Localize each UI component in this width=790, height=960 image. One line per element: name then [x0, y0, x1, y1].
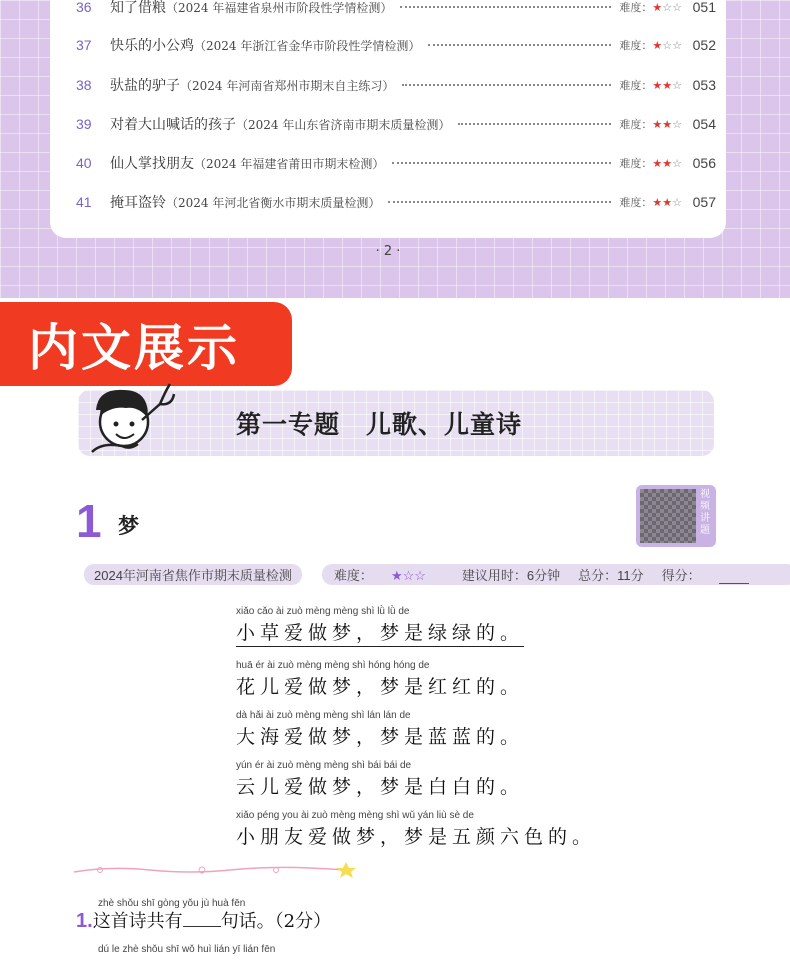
poem-text: 小草爱做梦，梦是绿绿的。	[236, 618, 524, 647]
difficulty-stars	[652, 79, 682, 92]
poem-text: 大海爱做梦，梦是蓝蓝的。	[236, 726, 525, 748]
toc-row[interactable]	[76, 0, 716, 20]
toc-row-difficulty: 难度：★★☆	[619, 196, 682, 209]
star-empty-icon: ☆	[672, 79, 682, 92]
toc-row-number: 41	[76, 194, 92, 210]
toc-row-page: 053	[692, 77, 716, 93]
poem-line	[236, 710, 524, 749]
poem-pinyin: xiǎo cǎo ài zuò mèng mèng shì lǜ lǜ de	[236, 606, 410, 617]
banner-text: 内文展示	[28, 319, 240, 377]
lesson-title: 梦	[118, 514, 139, 538]
toc-row-difficulty: 难度：★★☆	[619, 157, 682, 170]
difficulty-stars	[652, 39, 682, 52]
star-filled-icon: ★	[652, 79, 663, 92]
toc-row-page: 057	[692, 194, 716, 210]
star-filled-icon: ★	[652, 196, 663, 209]
question1-pinyin: zhè shǒu shī gòng yǒu jù huà fēn	[98, 898, 246, 909]
poem-pinyin: xiǎo péng you ài zuò mèng mèng shì wǔ yán liù sè de	[236, 810, 474, 821]
difficulty-stars: ★☆☆	[390, 568, 426, 583]
toc-row-source: （2024 年河南省郑州市期末自主练习）	[180, 78, 395, 93]
difficulty: 难度： ★☆☆	[333, 568, 426, 583]
star-empty-icon: ☆	[672, 39, 682, 52]
difficulty-stars	[652, 118, 682, 131]
toc-row-page: 056	[692, 155, 716, 171]
star-empty-icon: ☆	[672, 196, 682, 209]
toc-row-page: 051	[692, 0, 716, 15]
suggested-time: 建议用时：6分钟	[461, 568, 561, 583]
decorative-divider	[70, 860, 370, 880]
question2-pinyin: dú le zhè shǒu shī wǒ huì lián yī lián fēn	[98, 944, 276, 955]
toc-row-title: 掩耳盗铃	[110, 195, 166, 211]
star-empty-icon: ☆	[672, 118, 682, 131]
toc-leader-dots	[400, 6, 611, 8]
score-obtained: 得分：	[662, 565, 767, 584]
toc-row-title: 快乐的小公鸡	[110, 38, 194, 54]
qr-label: 视频讲题	[700, 489, 710, 536]
difficulty-stars	[652, 196, 682, 209]
content-preview-banner	[0, 302, 292, 386]
page-number: · 2 ·	[375, 244, 401, 259]
star-filled-icon: ★	[662, 196, 673, 209]
toc-row-difficulty: 难度：★☆☆	[619, 39, 682, 52]
poem-line	[236, 606, 524, 647]
poem-line	[236, 760, 524, 799]
total-score: 总分：11分	[578, 568, 644, 583]
toc-row-number: 37	[76, 37, 92, 53]
toc-row[interactable]	[76, 32, 716, 58]
question1-text-after: 句话。（2分）	[220, 911, 332, 932]
toc-row-source: （2024 年河北省衡水市期末质量检测）	[166, 195, 381, 210]
toc-row-title: 驮盐的驴子	[110, 78, 180, 94]
toc-row-number: 40	[76, 155, 92, 171]
star-filled-icon: ★	[652, 157, 663, 170]
poem-line	[236, 660, 524, 699]
toc-leader-dots	[392, 162, 611, 164]
toc-row-difficulty: 难度：★★☆	[619, 118, 682, 131]
toc-leader-dots	[402, 84, 611, 86]
toc-row-source: （2024 年福建省莆田市期末检测）	[194, 156, 385, 171]
toc-row-source: （2024 年山东省济南市期末质量检测）	[236, 117, 451, 132]
poem-line	[236, 810, 596, 849]
toc-row-number: 39	[76, 116, 92, 132]
exam-source: 2024年河南省焦作市期末质量检测	[84, 564, 302, 585]
question1-answer-blank[interactable]	[183, 911, 221, 927]
toc-leader-dots	[458, 123, 611, 125]
exercise-info-bar	[84, 565, 714, 584]
section-title: 第一专题 儿歌、儿童诗	[236, 410, 523, 439]
star-filled-icon: ★	[662, 118, 673, 131]
difficulty-stars	[652, 157, 682, 170]
toc-row[interactable]	[76, 111, 716, 137]
star-filled-icon: ★	[662, 79, 673, 92]
poem-pinyin: dà hǎi ài zuò mèng mèng shì lán lán de	[236, 710, 411, 721]
star-empty-icon: ☆	[662, 1, 673, 14]
difficulty-stars	[652, 1, 682, 14]
toc-row-source: （2024 年福建省泉州市阶段性学情检测）	[166, 0, 393, 15]
toc-row-page: 052	[692, 37, 716, 53]
toc-row-difficulty: 难度：★★☆	[619, 79, 682, 92]
star-filled-icon: ★	[652, 39, 663, 52]
toc-row-source: （2024 年浙江省金华市阶段性学情检测）	[194, 38, 421, 53]
star-empty-icon: ☆	[662, 39, 673, 52]
question1	[76, 907, 331, 933]
star-empty-icon: ☆	[672, 157, 682, 170]
toc-row-title: 对着大山喊话的孩子	[110, 117, 236, 133]
poem-text: 小朋友爱做梦，梦是五颜六色的。	[236, 826, 597, 848]
toc-row-number: 38	[76, 77, 92, 93]
star-filled-icon: ★	[652, 1, 663, 14]
star-empty-icon: ☆	[672, 1, 682, 14]
toc-row[interactable]	[76, 150, 716, 176]
toc-card	[50, 0, 726, 238]
score-blank[interactable]	[719, 572, 749, 584]
poem-pinyin: huā ér ài zuò mèng mèng shì hóng hóng de	[236, 660, 430, 671]
poem-pinyin: yún ér ài zuò mèng mèng shì bái bái de	[236, 760, 412, 771]
toc-leader-dots	[428, 44, 611, 46]
star-filled-icon: ★	[652, 118, 663, 131]
toc-row[interactable]	[76, 72, 716, 98]
toc-row-page: 054	[692, 116, 716, 132]
poem-text: 花儿爱做梦，梦是红红的。	[236, 676, 525, 698]
toc-row-number: 36	[76, 0, 92, 15]
question1-text-before: 这首诗共有	[92, 911, 183, 932]
question1-number: 1.	[76, 910, 93, 932]
toc-row-difficulty: 难度：★☆☆	[619, 1, 682, 14]
toc-leader-dots	[388, 201, 611, 203]
star-filled-icon: ★	[662, 157, 673, 170]
toc-row-title: 仙人掌找朋友	[110, 156, 194, 172]
video-qr-code[interactable]	[636, 485, 716, 547]
poem-text: 云儿爱做梦，梦是白白的。	[236, 776, 525, 798]
qr-code-icon	[640, 489, 696, 543]
boy-mascot-icon	[82, 380, 182, 470]
toc-row[interactable]	[76, 189, 716, 215]
toc-row-title: 知了借粮	[110, 0, 166, 16]
lesson-number: 1	[76, 495, 102, 547]
exercise-meta	[322, 564, 790, 585]
